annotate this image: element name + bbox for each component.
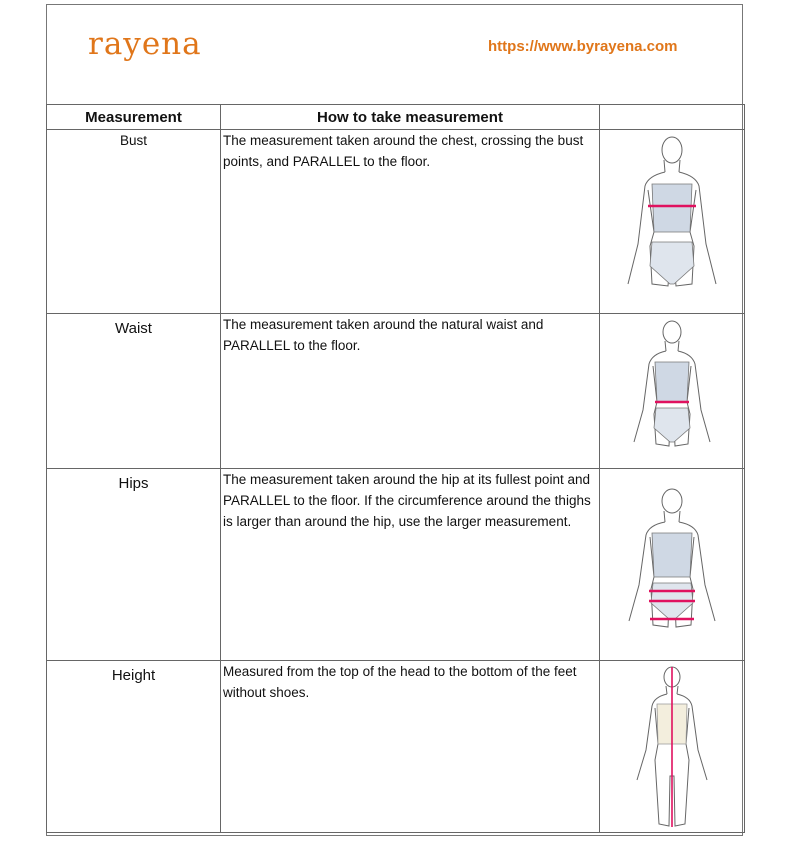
measurement-description: The measurement taken around the chest, crossing the bust points, and PARALLEL to the floor. [221, 130, 600, 314]
measurement-name: Waist [47, 314, 221, 469]
measurement-name: Bust [47, 130, 221, 314]
waist-figure-illustration [622, 318, 722, 464]
hips-figure-illustration [617, 485, 727, 645]
measurement-name: Height [47, 661, 221, 833]
waist-figure-cell [600, 314, 745, 469]
brand-logo: rayena [88, 26, 202, 62]
measurement-description: The measurement taken around the hip at its fullest point and PARALLEL to the floor. If the circumference around the thighs is larger than around the hip, use the larger measurement. [221, 469, 600, 661]
height-figure-cell [600, 661, 745, 833]
header-figure [600, 105, 745, 130]
table-row-waist [47, 314, 745, 469]
measurement-table [46, 104, 745, 833]
hips-figure-cell [600, 469, 745, 661]
height-figure-illustration [627, 664, 717, 830]
measurement-description: Measured from the top of the head to the bottom of the feet without shoes. [221, 661, 600, 833]
header-measurement: Measurement [47, 105, 221, 130]
table-row-hips [47, 469, 745, 661]
bust-figure-illustration [612, 134, 732, 310]
table-row-height [47, 661, 745, 833]
table-header-row [47, 105, 745, 130]
table-row-bust [47, 130, 745, 314]
header-how-to: How to take measurement [221, 105, 600, 130]
measurement-description: The measurement taken around the natural waist and PARALLEL to the floor. [221, 314, 600, 469]
bust-figure-cell [600, 130, 745, 314]
measurement-name: Hips [47, 469, 221, 661]
website-link[interactable]: https://www.byrayena.com [488, 38, 678, 55]
